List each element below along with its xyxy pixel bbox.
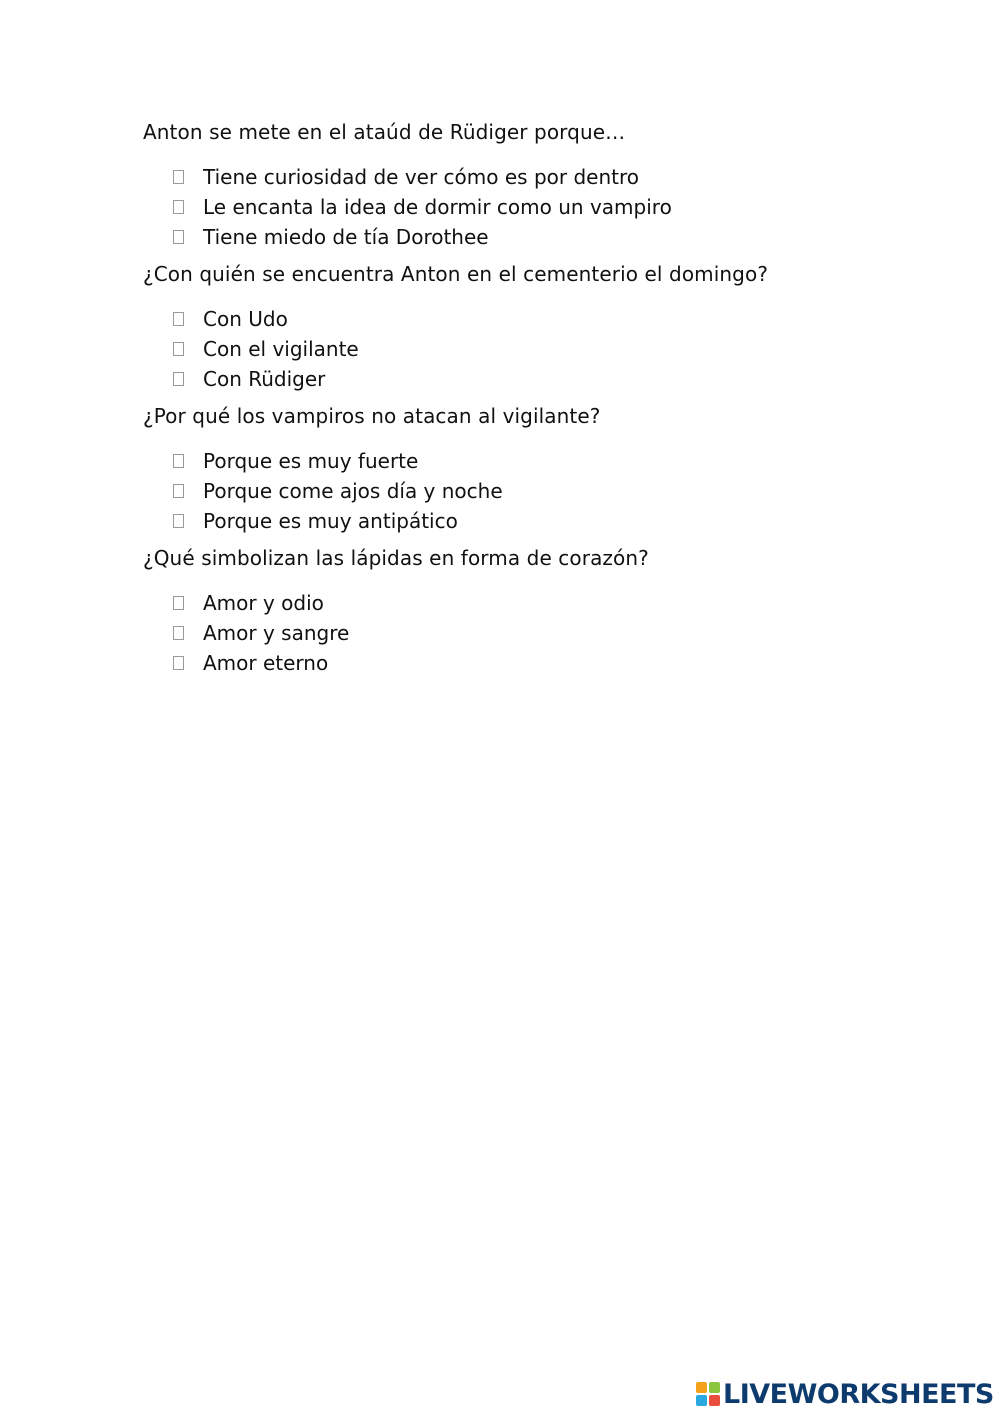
answer-option[interactable] [173,192,943,222]
answer-option[interactable] [173,618,943,648]
question-text: ¿Qué simbolizan las lápidas en forma de corazón? [143,546,649,570]
question-3 [143,402,943,536]
answer-options [173,162,943,252]
question-4 [143,544,943,678]
liveworksheets-logo [696,1378,994,1410]
checkbox-icon[interactable] [173,514,184,528]
logo-square [696,1382,707,1393]
checkbox-icon[interactable] [173,484,184,498]
answer-label: Porque es muy fuerte [203,449,419,473]
checkbox-icon[interactable] [173,342,184,356]
question-text: Anton se mete en el ataúd de Rüdiger porque… [143,120,626,144]
question-text: ¿Por qué los vampiros no atacan al vigilante? [143,404,601,428]
answer-label: Tiene miedo de tía Dorothee [203,225,489,249]
answer-option[interactable] [173,364,943,394]
answer-option[interactable] [173,476,943,506]
answer-options [173,304,943,394]
answer-option[interactable] [173,648,943,678]
answer-options [173,588,943,678]
logo-square [709,1382,720,1393]
logo-square [709,1395,720,1406]
checkbox-icon[interactable] [173,372,184,386]
answer-label: Con el vigilante [203,337,359,361]
checkbox-icon[interactable] [173,312,184,326]
checkbox-icon[interactable] [173,200,184,214]
logo-square [696,1395,707,1406]
logo-text: LIVEWORKSHEETS [723,1378,994,1410]
answer-option[interactable] [173,334,943,364]
question-text: ¿Con quién se encuentra Anton en el cementerio el domingo? [143,262,769,286]
answer-label: Tiene curiosidad de ver cómo es por dentro [203,165,639,189]
answer-label: Porque come ajos día y noche [203,479,503,503]
answer-label: Con Udo [203,307,288,331]
checkbox-icon[interactable] [173,596,184,610]
question-1 [143,118,943,252]
worksheet [143,118,943,686]
answer-option[interactable] [173,304,943,334]
answer-option[interactable] [173,162,943,192]
answer-label: Amor eterno [203,651,329,675]
answer-label: Amor y odio [203,591,324,615]
checkbox-icon[interactable] [173,170,184,184]
answer-label: Porque es muy antipático [203,509,458,533]
answer-label: Le encanta la idea de dormir como un vampiro [203,195,672,219]
answer-label: Amor y sangre [203,621,350,645]
checkbox-icon[interactable] [173,626,184,640]
question-2 [143,260,943,394]
answer-option[interactable] [173,588,943,618]
liveworksheets-logo-icon [696,1382,720,1406]
checkbox-icon[interactable] [173,656,184,670]
checkbox-icon[interactable] [173,454,184,468]
answer-option[interactable] [173,222,943,252]
answer-option[interactable] [173,446,943,476]
answer-label: Con Rüdiger [203,367,326,391]
checkbox-icon[interactable] [173,230,184,244]
answer-option[interactable] [173,506,943,536]
answer-options [173,446,943,536]
